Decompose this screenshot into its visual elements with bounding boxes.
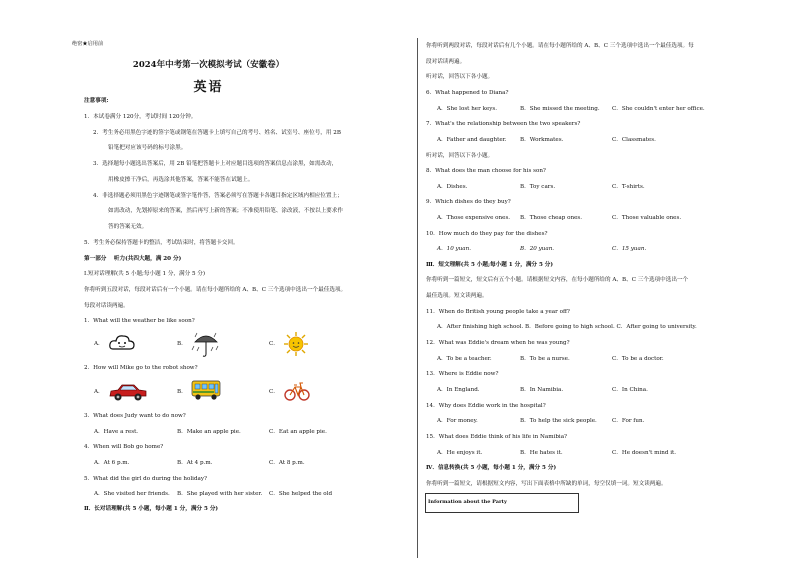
car-icon <box>108 381 148 403</box>
option-b: B．He hates it. <box>520 450 563 456</box>
option-a: A．To be a teacher. <box>437 356 492 362</box>
notice-item: 4．非选择题必须用黑色字迹钢笔或签字笔作答，答案必须写在答题卡各题目指定区域内相应位置上； <box>93 193 343 199</box>
notice-item: 铅笔把对应该号码的标号涂黑。 <box>108 145 187 151</box>
question-7: 7．What's the relationship between the two speakers? <box>426 121 581 127</box>
option-a: A．10 yuan. <box>437 246 472 252</box>
question-15: 15．What does Eddie think of his life in Namibia? <box>426 434 568 440</box>
listen-instruction: 听对话，回答以下各小题。 <box>426 153 494 159</box>
subject-title: 英语 <box>193 80 224 95</box>
option-c: C．She helped the old <box>269 491 333 497</box>
notice-item: 如需改动，先划掉原来的答案，然后再写上新的答案；不准使用铅笔、涂改液，不按以上要求作 <box>108 208 343 214</box>
option-c: C．T-shirts. <box>612 184 645 190</box>
umbrella-rain-icon <box>191 330 221 358</box>
question-3: 3．What does Judy want to do now? <box>84 413 186 419</box>
option-c: C．In China. <box>612 387 648 393</box>
option-b: B．Workmates. <box>520 137 564 143</box>
question-4: 4．When will Bob go home? <box>84 444 164 450</box>
option-a: A．Have a rest. <box>94 429 139 435</box>
option-letter: B． <box>177 389 187 395</box>
notice-item: 5．考生务必保持答题卡的整洁，考试结束时，将答题卡交回。 <box>84 240 239 246</box>
section3-instruction: 最佳选项。短文读两遍。 <box>426 293 488 299</box>
section2-heading: Ⅱ．长对话理解(共 5 小题，每小题 1 分，满分 5 分) <box>84 506 219 512</box>
option-c: C．She couldn't enter her office. <box>612 106 705 112</box>
cloud-icon <box>108 332 136 354</box>
option-letter: B． <box>177 341 187 347</box>
notice-item: 用橡皮擦干净后，再选涂其他答案，答案不能答在试题上。 <box>108 177 254 183</box>
option-a: A．At 6 p.m. <box>94 460 130 466</box>
section2-instruction: 你将听到两段对话，每段对话后有几个小题。请在每小题所给的 A、B、C 三个选项中选出一个最佳选项。每 <box>426 43 694 49</box>
question-2: 2．How will Mike go to the robot show? <box>84 365 198 371</box>
question-10: 10．How much do they pay for the dishes? <box>426 231 548 237</box>
listen-instruction: 听对话，回答以下各小题。 <box>426 74 494 80</box>
section1-instruction: 每段对话读两遍。 <box>84 303 129 309</box>
section1-heading: Ⅰ.短对话理解(共 5 小题;每小题 1 分，满分 5 分) <box>84 271 206 277</box>
option-c: C．Classmates. <box>612 137 656 143</box>
notice-item: 1．本试卷满分 120分，考试时间 120分钟。 <box>84 114 197 120</box>
option-c: C．He doesn't mind it. <box>612 450 677 456</box>
option-b: B．She missed the meeting. <box>520 106 600 112</box>
question-13: 13．Where is Eddie now? <box>426 371 499 377</box>
option-c: C．To be a doctor. <box>612 356 664 362</box>
bicycle-icon <box>284 380 310 402</box>
option-letter: C． <box>269 341 279 347</box>
notice-heading: 注意事项: <box>84 98 109 104</box>
section2-instruction: 段对话读两遍。 <box>426 59 466 65</box>
exam-title: 2024年中考第一次模拟考试（安徽卷） <box>132 60 285 70</box>
info-table <box>425 493 579 513</box>
question-6: 6．What happened to Diana? <box>426 90 509 96</box>
question-11-options: A．After finishing high school. B．Before going to high school. C．After going to university. <box>437 324 697 330</box>
question-9: 9．Which dishes do they buy? <box>426 199 511 205</box>
option-letter: A． <box>94 389 104 395</box>
question-1: 1．What will the weather be like soon? <box>84 318 195 324</box>
option-a: A．Dishes. <box>437 184 468 190</box>
bus-icon <box>191 378 221 402</box>
option-b: B．She played with her sister. <box>177 491 263 497</box>
option-a: A．Father and daughter. <box>437 137 507 143</box>
option-b: B．20 yuan. <box>520 246 555 252</box>
question-14: 14．Why does Eddie work in the hospital? <box>426 403 546 409</box>
option-letter: C． <box>269 389 279 395</box>
option-b: B．At 4 p.m. <box>177 460 213 466</box>
option-a: A．Those expensive ones. <box>437 215 511 221</box>
option-b: B．Make an apple pie. <box>177 429 241 435</box>
option-c: C．Those valuable ones. <box>612 215 682 221</box>
section3-heading: Ⅲ．短文理解(共 5 小题;每小题 1 分，满分 5 分) <box>426 262 554 268</box>
part1-heading: 第一部分 听力(共四大题，满 20 分) <box>84 256 182 262</box>
option-c: C．Eat an apple pie. <box>269 429 327 435</box>
option-c: C．15 yuan. <box>612 246 647 252</box>
option-a: A．She visited her friends. <box>94 491 170 497</box>
info-table-title: Information about the Party <box>428 499 507 505</box>
option-c: C．For fun. <box>612 418 645 424</box>
notice-item: 答的答案无效。 <box>108 224 148 230</box>
notice-item: 3．选择题每小题选出答案后，用 2B 铅笔把答题卡上对应题目选项的答案信息点涂黑，如需改动， <box>93 161 338 167</box>
option-b: B．To be a nurse. <box>520 356 570 362</box>
section4-heading: Ⅳ．信息转换(共 5 小题，每小题 1 分，满分 5 分) <box>426 465 557 471</box>
option-a: A．In England. <box>437 387 480 393</box>
right-column <box>417 0 794 562</box>
option-a: A．He enjoys it. <box>437 450 483 456</box>
option-c: C．At 8 p.m. <box>269 460 305 466</box>
section1-instruction: 你将听到五段对话，每段对话后有一个小题。请在每小题所给的 A、B、C 三个选项中选出一个最佳选项。 <box>84 287 347 293</box>
option-b: B．Those cheap ones. <box>520 215 583 221</box>
question-5: 5．What did the girl do during the holiday? <box>84 476 208 482</box>
question-8: 8．What does the man choose for his son? <box>426 168 546 174</box>
option-b: B．To help the sick people. <box>520 418 597 424</box>
option-letter: A． <box>94 341 104 347</box>
secret-label: 绝密★启用前 <box>72 41 104 47</box>
option-a: A．She lost her keys. <box>437 106 498 112</box>
question-12: 12．What was Eddie's dream when he was young? <box>426 340 570 346</box>
option-a: A．For money. <box>437 418 478 424</box>
section3-instruction: 你将听到一篇短文，短文后有五个小题。请根据短文内容，在每小题所给的 A、B、C 三个选项中选出一个 <box>426 277 689 283</box>
question-11: 11．When do British young people take a year off? <box>426 309 570 315</box>
section4-instruction: 你将听到一篇短文，请根据短文内容，写出下面表格中所缺的单词，每空仅填一词。短文读两遍。 <box>426 481 667 487</box>
sun-icon <box>283 331 309 357</box>
option-b: B．In Namibia. <box>520 387 564 393</box>
option-b: B．Toy cars. <box>520 184 556 190</box>
notice-item: 2．考生务必用黑色字迹的签字笔或钢笔在答题卡上填写自己的考号、姓名、试室号、座位号，用 2B <box>93 130 341 136</box>
